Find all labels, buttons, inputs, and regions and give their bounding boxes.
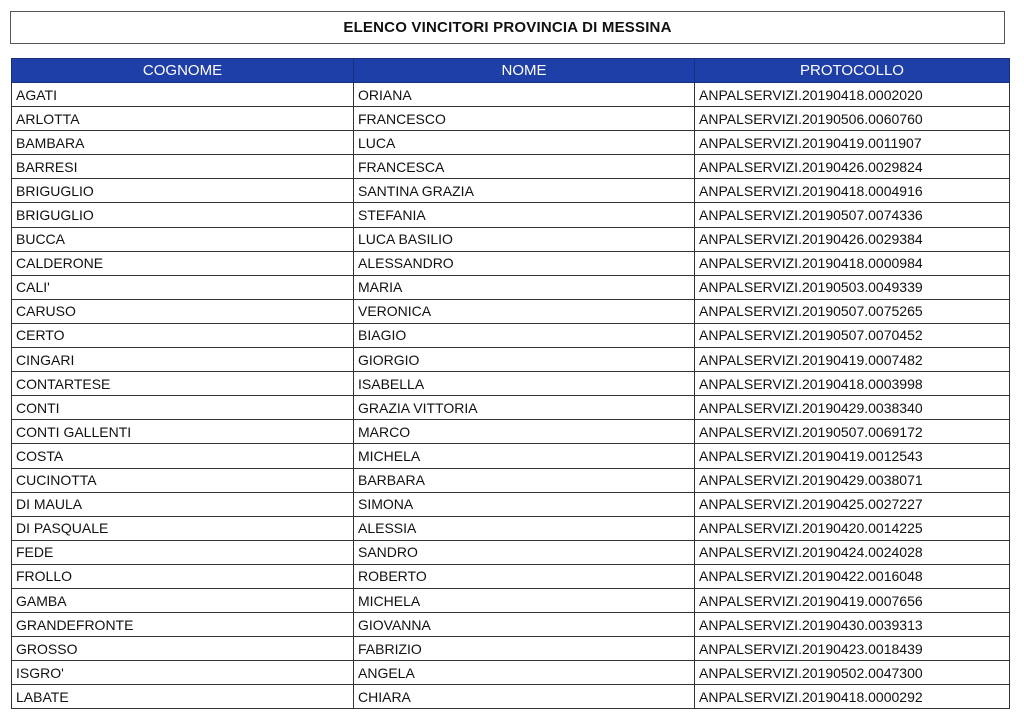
nome-cell: BIAGIO [354, 323, 695, 347]
cognome-cell: BRIGUGLIO [12, 203, 354, 227]
cognome-cell: BUCCA [12, 227, 354, 251]
cognome-cell: ISGRO' [12, 661, 354, 685]
nome-cell: ANGELA [354, 661, 695, 685]
table-row [12, 83, 1010, 107]
table-row [12, 492, 1010, 516]
nome-cell: FRANCESCA [354, 155, 695, 179]
cognome-cell: BRIGUGLIO [12, 179, 354, 203]
nome-cell: SIMONA [354, 492, 695, 516]
nome-cell: ISABELLA [354, 372, 695, 396]
cognome-cell: GAMBA [12, 588, 354, 612]
protocollo-cell: ANPALSERVIZI.20190426.0029384 [695, 227, 1010, 251]
nome-cell: VERONICA [354, 299, 695, 323]
protocollo-cell: ANPALSERVIZI.20190503.0049339 [695, 275, 1010, 299]
nome-cell: ORIANA [354, 83, 695, 107]
winners-table [11, 58, 1010, 709]
cognome-cell: BARRESI [12, 155, 354, 179]
protocollo-cell: ANPALSERVIZI.20190418.0003998 [695, 372, 1010, 396]
protocollo-cell: ANPALSERVIZI.20190425.0027227 [695, 492, 1010, 516]
protocollo-cell: ANPALSERVIZI.20190419.0011907 [695, 131, 1010, 155]
column-header-protocollo: PROTOCOLLO [695, 59, 1010, 83]
table-row [12, 444, 1010, 468]
protocollo-cell: ANPALSERVIZI.20190506.0060760 [695, 107, 1010, 131]
cognome-cell: FROLLO [12, 564, 354, 588]
nome-cell: ALESSIA [354, 516, 695, 540]
nome-cell: CHIARA [354, 685, 695, 709]
nome-cell: BARBARA [354, 468, 695, 492]
table-row [12, 613, 1010, 637]
protocollo-cell: ANPALSERVIZI.20190418.0002020 [695, 83, 1010, 107]
table-row [12, 420, 1010, 444]
table-row [12, 564, 1010, 588]
protocollo-cell: ANPALSERVIZI.20190422.0016048 [695, 564, 1010, 588]
nome-cell: ALESSANDRO [354, 251, 695, 275]
column-header-nome: NOME [354, 59, 695, 83]
nome-cell: MICHELA [354, 444, 695, 468]
table-row [12, 251, 1010, 275]
cognome-cell: BAMBARA [12, 131, 354, 155]
table-row [12, 372, 1010, 396]
table-row [12, 131, 1010, 155]
cognome-cell: CARUSO [12, 299, 354, 323]
cognome-cell: CALDERONE [12, 251, 354, 275]
protocollo-cell: ANPALSERVIZI.20190429.0038071 [695, 468, 1010, 492]
cognome-cell: CERTO [12, 323, 354, 347]
protocollo-cell: ANPALSERVIZI.20190423.0018439 [695, 637, 1010, 661]
column-header-cognome: COGNOME [12, 59, 354, 83]
protocollo-cell: ANPALSERVIZI.20190419.0012543 [695, 444, 1010, 468]
nome-cell: LUCA BASILIO [354, 227, 695, 251]
table-row [12, 588, 1010, 612]
protocollo-cell: ANPALSERVIZI.20190426.0029824 [695, 155, 1010, 179]
nome-cell: GRAZIA VITTORIA [354, 396, 695, 420]
nome-cell: FABRIZIO [354, 637, 695, 661]
nome-cell: GIOVANNA [354, 613, 695, 637]
cognome-cell: DI MAULA [12, 492, 354, 516]
protocollo-cell: ANPALSERVIZI.20190419.0007482 [695, 348, 1010, 372]
cognome-cell: CINGARI [12, 348, 354, 372]
cognome-cell: GROSSO [12, 637, 354, 661]
protocollo-cell: ANPALSERVIZI.20190507.0069172 [695, 420, 1010, 444]
table-row [12, 637, 1010, 661]
cognome-cell: LABATE [12, 685, 354, 709]
table-row [12, 275, 1010, 299]
table-row [12, 468, 1010, 492]
nome-cell: STEFANIA [354, 203, 695, 227]
table-row [12, 227, 1010, 251]
table-row [12, 299, 1010, 323]
cognome-cell: FEDE [12, 540, 354, 564]
table-row [12, 107, 1010, 131]
protocollo-cell: ANPALSERVIZI.20190507.0074336 [695, 203, 1010, 227]
table-row [12, 516, 1010, 540]
cognome-cell: AGATI [12, 83, 354, 107]
protocollo-cell: ANPALSERVIZI.20190430.0039313 [695, 613, 1010, 637]
table-row [12, 661, 1010, 685]
protocollo-cell: ANPALSERVIZI.20190418.0004916 [695, 179, 1010, 203]
document-title: ELENCO VINCITORI PROVINCIA DI MESSINA [10, 11, 1005, 44]
table-row [12, 348, 1010, 372]
protocollo-cell: ANPALSERVIZI.20190419.0007656 [695, 588, 1010, 612]
nome-cell: FRANCESCO [354, 107, 695, 131]
protocollo-cell: ANPALSERVIZI.20190424.0024028 [695, 540, 1010, 564]
table-row [12, 179, 1010, 203]
protocollo-cell: ANPALSERVIZI.20190507.0070452 [695, 323, 1010, 347]
table-row [12, 323, 1010, 347]
nome-cell: GIORGIO [354, 348, 695, 372]
cognome-cell: DI PASQUALE [12, 516, 354, 540]
protocollo-cell: ANPALSERVIZI.20190502.0047300 [695, 661, 1010, 685]
table-row [12, 155, 1010, 179]
nome-cell: MICHELA [354, 588, 695, 612]
protocollo-cell: ANPALSERVIZI.20190418.0000984 [695, 251, 1010, 275]
cognome-cell: CUCINOTTA [12, 468, 354, 492]
protocollo-cell: ANPALSERVIZI.20190420.0014225 [695, 516, 1010, 540]
protocollo-cell: ANPALSERVIZI.20190429.0038340 [695, 396, 1010, 420]
cognome-cell: GRANDEFRONTE [12, 613, 354, 637]
cognome-cell: COSTA [12, 444, 354, 468]
protocollo-cell: ANPALSERVIZI.20190418.0000292 [695, 685, 1010, 709]
table-row [12, 540, 1010, 564]
nome-cell: MARIA [354, 275, 695, 299]
nome-cell: ROBERTO [354, 564, 695, 588]
cognome-cell: ARLOTTA [12, 107, 354, 131]
cognome-cell: CONTI [12, 396, 354, 420]
nome-cell: MARCO [354, 420, 695, 444]
nome-cell: SANDRO [354, 540, 695, 564]
table-row [12, 203, 1010, 227]
nome-cell: SANTINA GRAZIA [354, 179, 695, 203]
cognome-cell: CALI' [12, 275, 354, 299]
table-row [12, 396, 1010, 420]
protocollo-cell: ANPALSERVIZI.20190507.0075265 [695, 299, 1010, 323]
nome-cell: LUCA [354, 131, 695, 155]
cognome-cell: CONTARTESE [12, 372, 354, 396]
table-header-row [12, 59, 1010, 83]
table-row [12, 685, 1010, 709]
cognome-cell: CONTI GALLENTI [12, 420, 354, 444]
